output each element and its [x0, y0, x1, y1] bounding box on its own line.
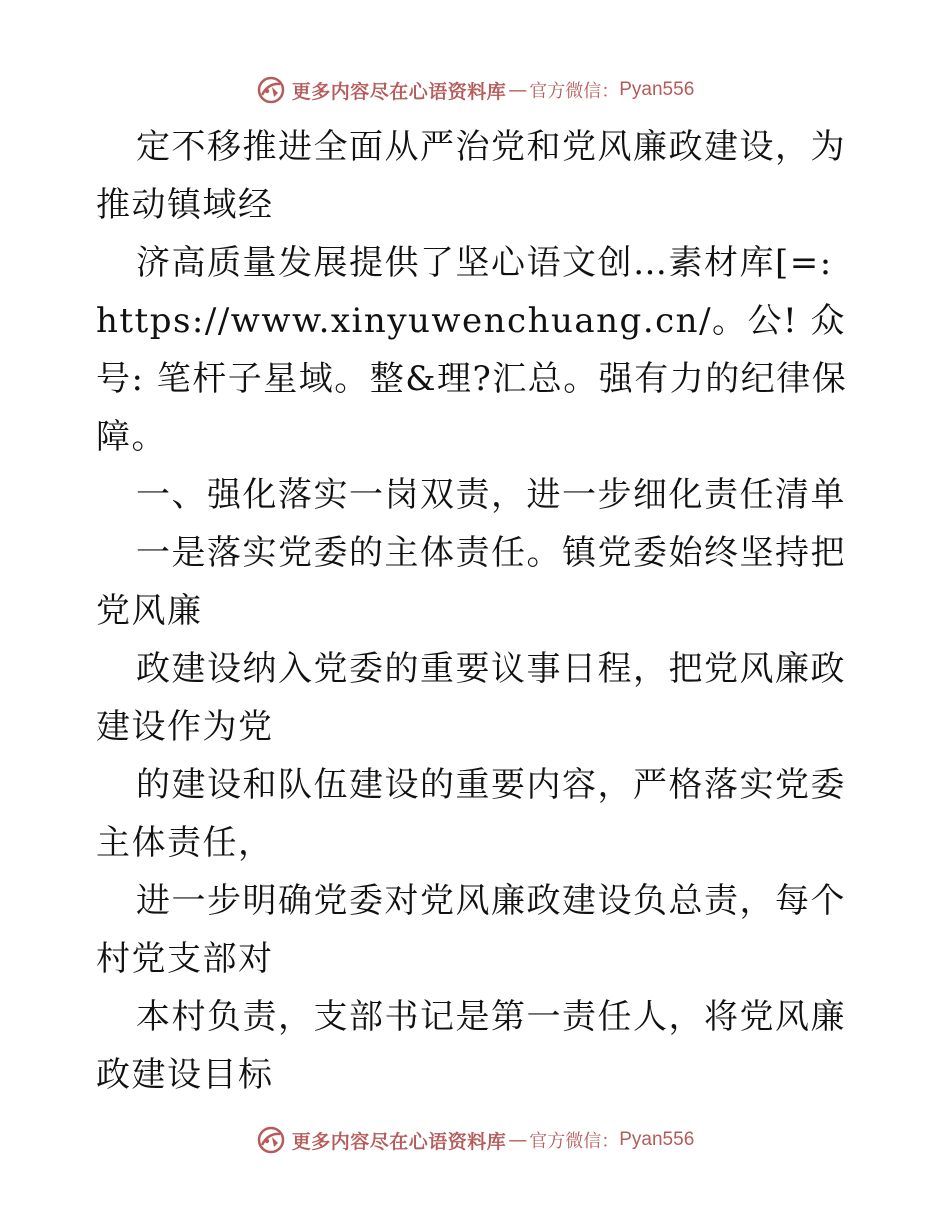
paragraph-3-heading: 一、强化落实一岗双责，进一步细化责任清单 — [136, 475, 846, 515]
xinyu-logo-icon — [256, 75, 286, 105]
xinyu-logo-icon — [256, 1125, 286, 1155]
header-wechat-id: Pyan556 — [619, 79, 695, 100]
footer-wechat-id: Pyan556 — [619, 1129, 695, 1150]
footer-brand-text: 更多内容尽在心语资料库 — [291, 1130, 507, 1153]
paragraph-5: 政建设纳入党委的重要议事日程，把党风廉政建设作为党 — [96, 649, 846, 747]
header-dash: — — [508, 79, 528, 101]
paragraph-4: 一是落实党委的主体责任。镇党委始终坚持把党风廉 — [96, 533, 846, 631]
footer-wechat-label: 官方微信： — [529, 1131, 620, 1152]
document-body — [96, 118, 856, 1104]
header-wechat-label: 官方微信： — [529, 81, 620, 102]
footer-dash: — — [508, 1129, 528, 1151]
footer-watermark — [0, 1120, 950, 1160]
paragraph-2: 济高质量发展提供了坚心语文创…素材库[=: https://www.xinyuwenchuang.cn/。公! 众号: 笔杆子星域。整&理?汇总。强有力的纪律保障。 — [96, 243, 848, 457]
paragraph-7: 进一步明确党委对党风廉政建设负总责，每个村党支部对 — [96, 881, 846, 979]
paragraph-1: 定不移推进全面从严治党和党风廉政建设，为推动镇域经 — [96, 127, 846, 225]
header-watermark — [0, 70, 950, 110]
paragraph-8: 本村负责，支部书记是第一责任人，将党风廉政建设目标 — [96, 997, 846, 1095]
header-brand-text: 更多内容尽在心语资料库 — [291, 80, 507, 103]
paragraph-6: 的建设和队伍建设的重要内容，严格落实党委主体责任， — [96, 765, 846, 863]
